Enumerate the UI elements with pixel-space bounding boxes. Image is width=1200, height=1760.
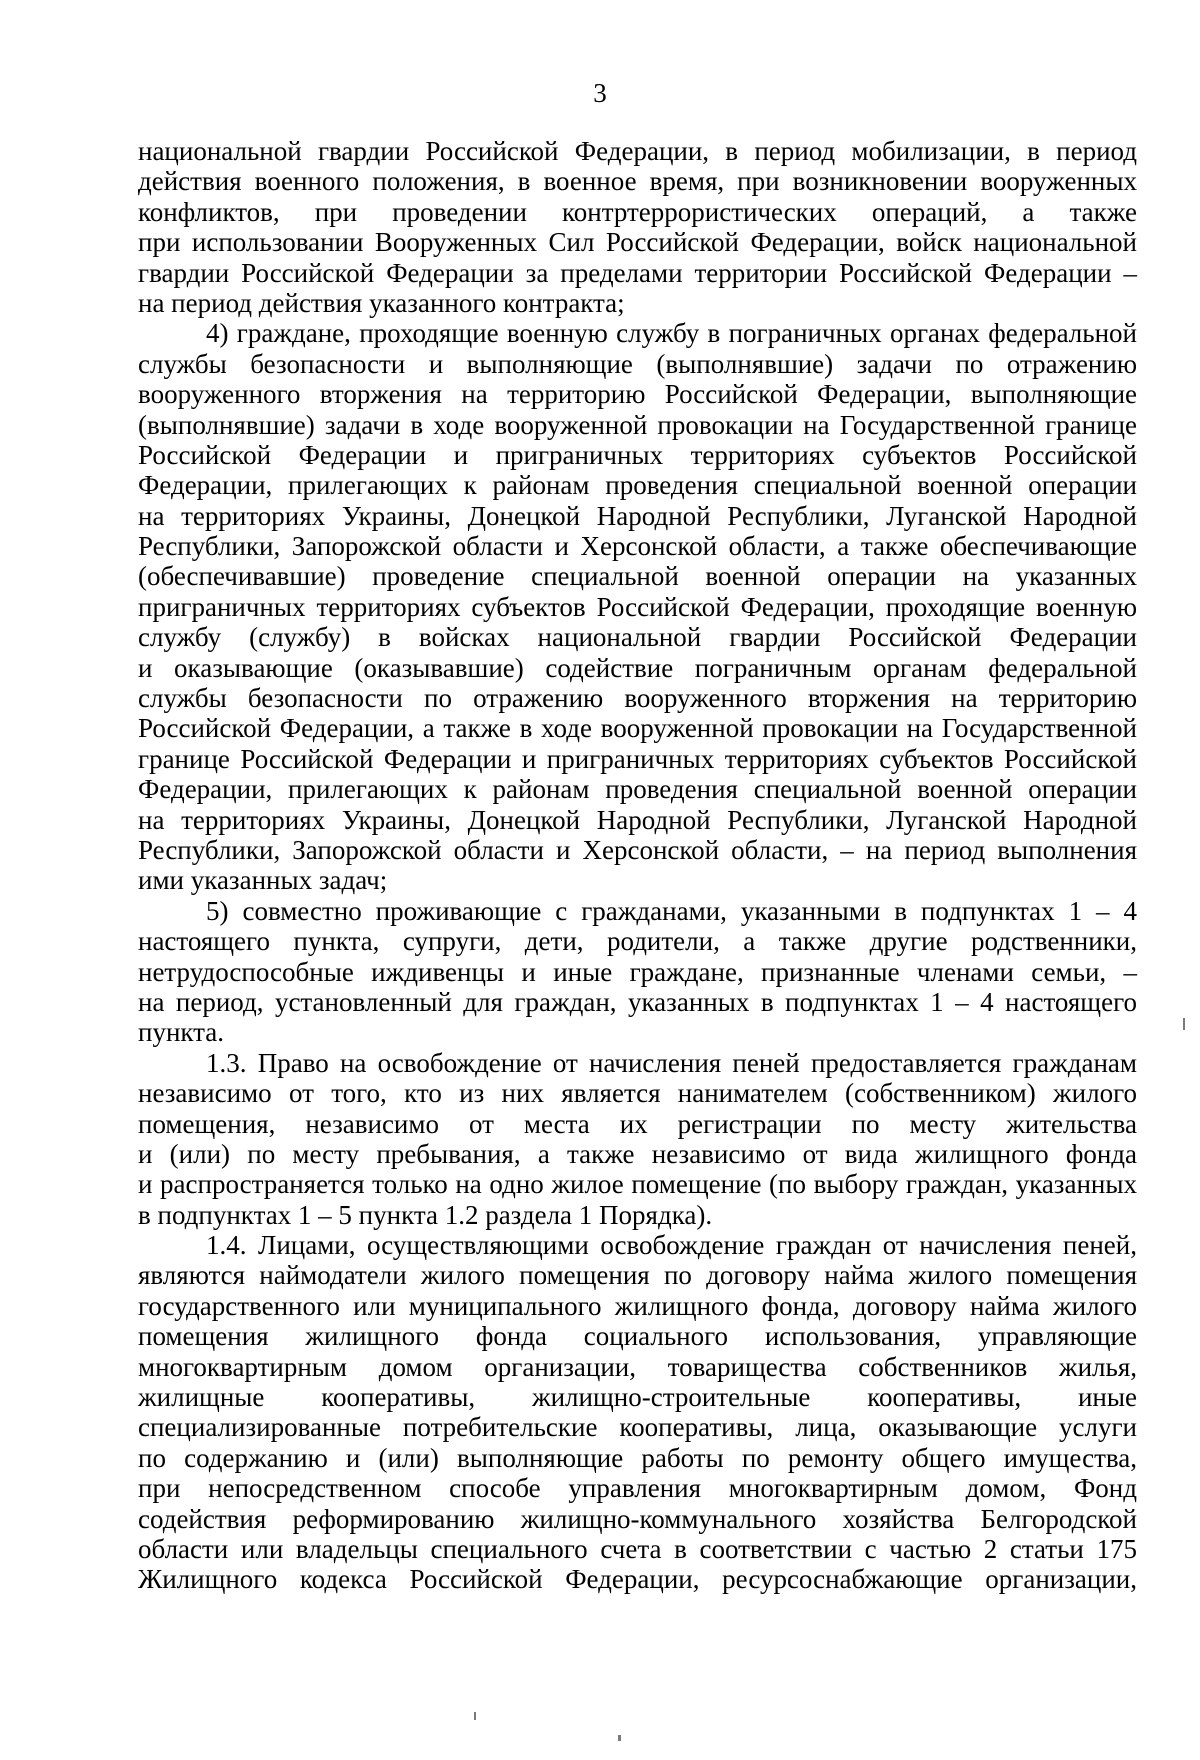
text-line: при использовании Вооруженных Сил Российской Федерации, войск национальной bbox=[138, 227, 1137, 258]
text-line: Республики, Запорожской области и Херсонской области, – на период выполнения bbox=[138, 834, 1137, 865]
text-line: области или владельцы специального счета в соответствии с частью 2 статьи 175 bbox=[138, 1533, 1137, 1564]
text-line: многоквартирным домом организации, товарищества собственников жилья, bbox=[138, 1351, 1137, 1382]
text-line: независимо от того, кто из них является нанимателем (собственником) жилого bbox=[138, 1078, 1137, 1109]
paragraph-1-3 bbox=[138, 1048, 1137, 1230]
text-line: 5) совместно проживающие с гражданами, указанными в подпунктах 1 – 4 bbox=[206, 895, 1137, 926]
scan-speck bbox=[474, 1712, 476, 1720]
paragraph-item-4 bbox=[138, 318, 1137, 895]
paragraph-continuation bbox=[138, 136, 1137, 318]
text-line: (обеспечивавшие) проведение специальной военной операции на указанных bbox=[138, 561, 1137, 592]
text-line: специализированные потребительские кооперативы, лица, оказывающие услуги bbox=[138, 1412, 1137, 1443]
text-line: Федерации, прилегающих к районам проведения специальной военной операции bbox=[138, 470, 1137, 501]
scan-speck bbox=[618, 1735, 621, 1741]
text-line: 1.3. Право на освобождение от начисления пеней предоставляется гражданам bbox=[206, 1047, 1137, 1078]
paragraph-item-5 bbox=[138, 896, 1137, 1048]
document-body bbox=[138, 136, 1137, 1595]
text-line: являются наймодатели жилого помещения по договору найма жилого помещения bbox=[138, 1260, 1137, 1291]
text-line: вооруженного вторжения на территорию Российской Федерации, выполняющие bbox=[138, 379, 1137, 410]
text-line: на период действия указанного контракта; bbox=[138, 287, 625, 318]
text-line: при непосредственном способе управления многоквартирным домом, Фонд bbox=[138, 1473, 1137, 1504]
text-line: приграничных территориях субъектов Российской Федерации, проходящие военную bbox=[138, 591, 1137, 622]
paragraph-1-4 bbox=[138, 1230, 1137, 1595]
text-line: настоящего пункта, супруги, дети, родители, а также другие родственники, bbox=[138, 926, 1137, 957]
text-line: 1.4. Лицами, осуществляющими освобождение граждан от начисления пеней, bbox=[206, 1230, 1137, 1261]
text-line: гвардии Российской Федерации за пределами территории Российской Федерации – bbox=[138, 257, 1137, 288]
text-line: пункта. bbox=[138, 1017, 225, 1048]
text-line: по содержанию и (или) выполняющие работы по ремонту общего имущества, bbox=[138, 1442, 1137, 1473]
text-line: содействия реформированию жилищно-коммунального хозяйства Белгородской bbox=[138, 1503, 1137, 1534]
text-line: действия военного положения, в военное время, при возникновении вооруженных bbox=[138, 166, 1137, 197]
text-line: государственного или муниципального жилищного фонда, договору найма жилого bbox=[138, 1290, 1137, 1321]
text-line: границе Российской Федерации и приграничных территориях субъектов Российской bbox=[138, 743, 1137, 774]
text-line: ими указанных задач; bbox=[138, 865, 388, 896]
text-line: Республики, Запорожской области и Херсонской области, а также обеспечивающие bbox=[138, 531, 1137, 562]
text-line: помещения жилищного фонда социального использования, управляющие bbox=[138, 1321, 1137, 1352]
text-line: на период, установленный для граждан, указанных в подпунктах 1 – 4 настоящего bbox=[138, 986, 1137, 1017]
text-line: Российской Федерации и приграничных территориях субъектов Российской bbox=[138, 439, 1137, 470]
text-line: и распространяется только на одно жилое помещение (по выбору граждан, указанных bbox=[138, 1169, 1137, 1200]
text-line: национальной гвардии Российской Федерации, в период мобилизации, в период bbox=[138, 136, 1137, 166]
text-line: и оказывающие (оказывавшие) содействие пограничным органам федеральной bbox=[138, 652, 1137, 683]
text-line: жилищные кооперативы, жилищно-строительные кооперативы, иные bbox=[138, 1382, 1137, 1413]
text-line: в подпунктах 1 – 5 пункта 1.2 раздела 1 Порядка). bbox=[138, 1199, 713, 1230]
page-number: 3 bbox=[593, 78, 607, 108]
text-line: 4) граждане, проходящие военную службу в пограничных органах федеральной bbox=[206, 318, 1137, 349]
text-line: на территориях Украины, Донецкой Народной Республики, Луганской Народной bbox=[138, 804, 1137, 835]
text-line: на территориях Украины, Донецкой Народной Республики, Луганской Народной bbox=[138, 500, 1137, 531]
text-line: Жилищного кодекса Российской Федерации, ресурсоснабжающие организации, bbox=[138, 1564, 1137, 1595]
text-line: Российской Федерации, а также в ходе вооруженной провокации на Государственной bbox=[138, 713, 1137, 744]
text-line: конфликтов, при проведении контртеррористических операций, а также bbox=[138, 196, 1137, 227]
text-line: нетрудоспособные иждивенцы и иные граждане, признанные членами семьи, – bbox=[138, 956, 1137, 987]
scan-speck bbox=[1183, 1018, 1185, 1030]
text-line: Федерации, прилегающих к районам проведения специальной военной операции bbox=[138, 774, 1137, 805]
text-line: и (или) по месту пребывания, а также независимо от вида жилищного фонда bbox=[138, 1138, 1137, 1169]
text-line: (выполнявшие) задачи в ходе вооруженной провокации на Государственной границе bbox=[138, 409, 1137, 440]
text-line: службу (службу) в войсках национальной гвардии Российской Федерации bbox=[138, 622, 1137, 653]
text-line: службы безопасности по отражению вооруженного вторжения на территорию bbox=[138, 683, 1137, 714]
text-line: помещения, независимо от места их регистрации по месту жительства bbox=[138, 1108, 1137, 1139]
text-line: службы безопасности и выполняющие (выполнявшие) задачи по отражению bbox=[138, 348, 1137, 379]
